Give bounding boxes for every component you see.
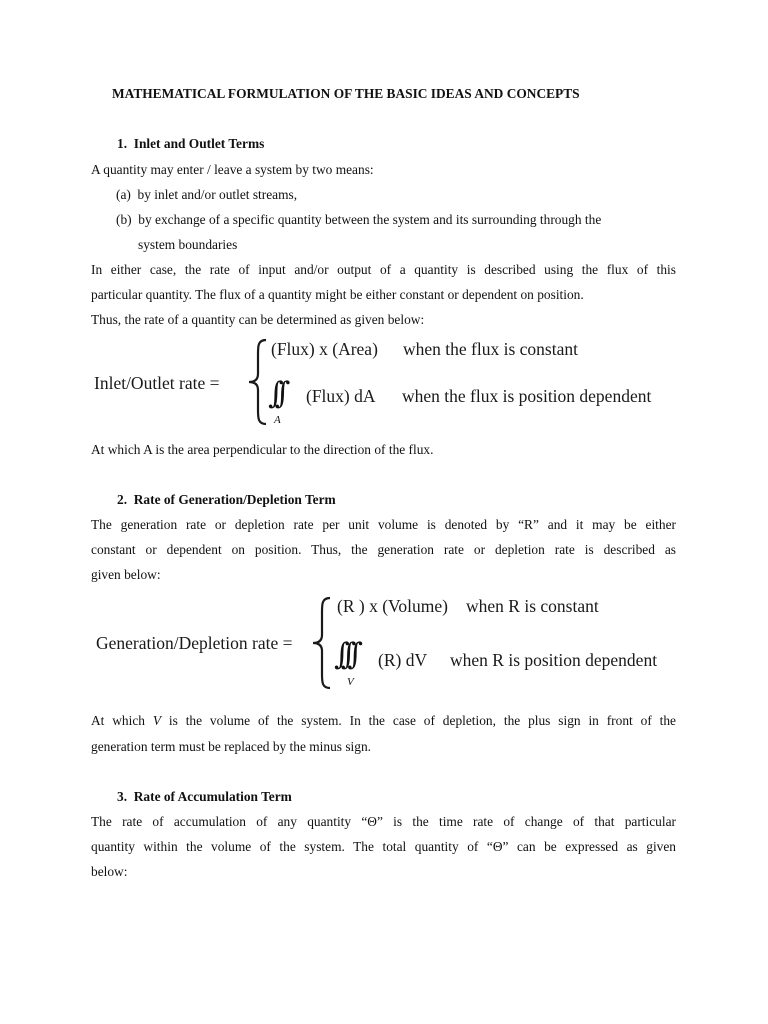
double-integral-icon: ∫∫ (268, 376, 282, 411)
equation-2-lhs: Generation/Depletion rate = (96, 633, 293, 653)
equation-1-case-1-expression: (Flux) x (Area) (271, 339, 378, 359)
section-1-paragraph-line-2: particular quantity. The flux of a quantity might be either constant or dependent on position. (91, 287, 584, 302)
section-1-intro: A quantity may enter / leave a system by two means: (91, 162, 374, 177)
section-1-note: At which A is the area perpendicular to the direction of the flux. (91, 442, 434, 457)
section-2-paragraph-line-3: given below: (91, 567, 161, 582)
section-3-paragraph-line-3: below: (91, 864, 128, 879)
volume-variable: V (152, 713, 162, 728)
section-1-item-b-line-1: (b) by exchange of a specific quantity between the system and its surrounding through the (116, 212, 602, 227)
note-suffix: is the volume of the system. In the case of depletion, the plus sign in front of the (161, 713, 677, 728)
section-1-paragraph-line-1: In either case, the rate of input and/or output of a quantity is described using the flux of this (91, 262, 676, 277)
document-title: MATHEMATICAL FORMULATION OF THE BASIC IDEAS AND CONCEPTS (112, 86, 580, 101)
section-2-paragraph-line-1: The generation rate or depletion rate per unit volume is denoted by “R” and it may be either (91, 517, 676, 532)
section-3-paragraph-line-1: The rate of accumulation of any quantity “Θ” is the time rate of change of that particular (91, 814, 676, 829)
equation-2-integral-subscript: V (347, 676, 354, 688)
triple-integral-icon: ∫∫∫ (334, 637, 354, 672)
section-3-heading: 3. Rate of Accumulation Term (117, 789, 292, 804)
left-brace-icon (246, 338, 270, 426)
equation-2-case-2-condition: when R is position dependent (450, 650, 658, 670)
left-brace-icon (310, 596, 334, 690)
section-2-heading: 2. Rate of Generation/Depletion Term (117, 492, 336, 507)
equation-1-lhs: Inlet/Outlet rate = (94, 373, 220, 393)
equation-1-case-1-condition: when the flux is constant (403, 339, 578, 359)
equation-1-case-2-expression: (Flux) dA (306, 386, 376, 406)
equation-1-integral-subscript: A (274, 414, 281, 426)
note-prefix: At which (91, 713, 153, 728)
section-2-paragraph-line-2: constant or dependent on position. Thus, the generation rate or depletion rate is described as (91, 542, 676, 557)
section-1-item-a: (a) by inlet and/or outlet streams, (116, 187, 298, 202)
section-1-item-b-line-2: system boundaries (138, 237, 238, 252)
section-2-note-line-1 (91, 713, 676, 729)
section-1-heading: 1. Inlet and Outlet Terms (117, 136, 265, 151)
equation-2-case-2-expression: (R) dV (378, 650, 428, 670)
equation-2-case-1-expression: (R ) x (Volume) (337, 596, 448, 616)
equation-1-case-2-condition: when the flux is position dependent (402, 386, 652, 406)
section-3-paragraph-line-2: quantity within the volume of the system. The total quantity of “Θ” can be expressed as given (91, 839, 676, 854)
equation-2-case-1-condition: when R is constant (466, 596, 599, 616)
section-1-paragraph-line-3: Thus, the rate of a quantity can be determined as given below: (91, 312, 425, 327)
section-2-note-line-2: generation term must be replaced by the minus sign. (91, 739, 372, 754)
